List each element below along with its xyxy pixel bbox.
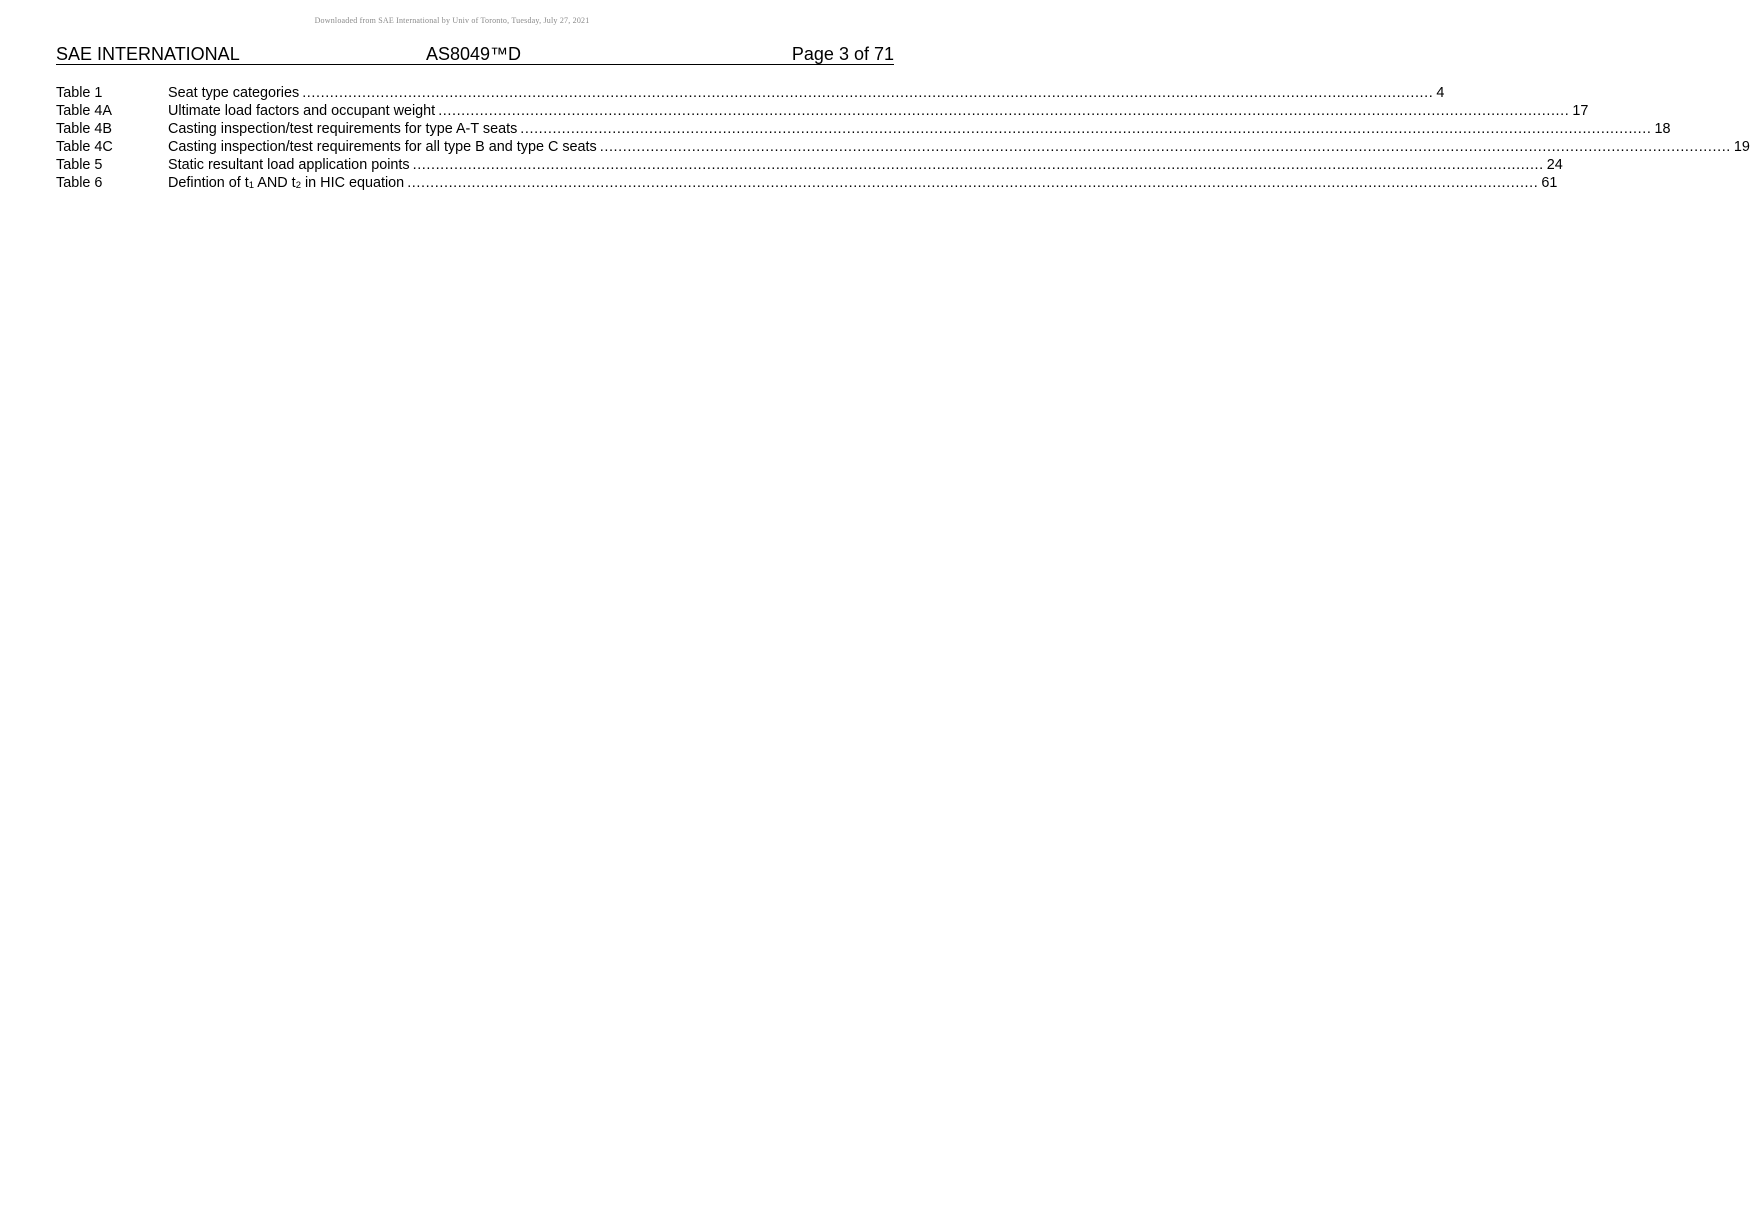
publisher-name: SAE INTERNATIONAL — [56, 44, 240, 64]
page-number: Page 3 of 71 — [791, 44, 894, 64]
toc-dot-leader: ...................................................................................................................................................................................................................................................... — [438, 103, 1570, 119]
toc-entry-table-4c[interactable] — [56, 138, 1750, 156]
toc-entry-label: Table 1 — [56, 85, 103, 101]
toc-title-part: Defintion of t — [168, 175, 249, 191]
subscript: 1 — [248, 180, 255, 191]
list-of-tables — [56, 84, 1750, 192]
toc-entry-table-4b[interactable] — [56, 120, 1671, 138]
toc-entry-page: 17 — [1572, 103, 1589, 119]
toc-entry-label: Table 4A — [56, 103, 113, 119]
download-watermark: Downloaded from SAE International by Univ of Toronto, Tuesday, July 27, 2021 — [314, 16, 590, 25]
toc-entry-table-6[interactable] — [56, 174, 1558, 192]
toc-entry-table-5[interactable] — [56, 156, 1563, 174]
toc-entry-title: Casting inspection/test requirements for all type B and type C seats — [168, 139, 597, 155]
toc-entry-table-1[interactable] — [56, 84, 1445, 102]
toc-entry-table-4a[interactable] — [56, 102, 1589, 120]
toc-entry-title — [168, 174, 404, 192]
toc-entry-label: Table 5 — [56, 157, 103, 173]
toc-entry-title: Ultimate load factors and occupant weight — [168, 103, 436, 119]
toc-entry-page: 61 — [1541, 175, 1558, 191]
toc-entry-title: Casting inspection/test requirements for type A-T seats — [168, 121, 518, 137]
document-id: AS8049™D — [426, 44, 522, 64]
toc-entry-page: 24 — [1546, 157, 1563, 173]
toc-entry-label: Table 4B — [56, 121, 113, 137]
toc-dot-leader: ...................................................................................................................................................................................................................................................... — [407, 175, 1539, 191]
toc-dot-leader: ...................................................................................................................................................................................................................................................... — [412, 157, 1544, 173]
toc-entry-page: 19 — [1733, 139, 1750, 155]
toc-title-part: AND t — [254, 175, 296, 191]
toc-entry-page: 18 — [1654, 121, 1671, 137]
toc-dot-leader: ...................................................................................................................................................................................................................................................... — [599, 139, 1731, 155]
toc-entry-label: Table 4C — [56, 139, 113, 155]
toc-dot-leader: ...................................................................................................................................................................................................................................................... — [302, 85, 1434, 101]
toc-entry-title: Seat type categories — [168, 85, 300, 101]
toc-dot-leader: ...................................................................................................................................................................................................................................................... — [520, 121, 1652, 137]
page-header — [56, 44, 894, 65]
toc-entry-title: Static resultant load application points — [168, 157, 410, 173]
subscript: 2 — [295, 180, 301, 191]
toc-entry-label: Table 6 — [56, 175, 103, 191]
toc-title-part: in HIC equation — [300, 175, 405, 191]
toc-entry-page: 4 — [1436, 85, 1445, 101]
